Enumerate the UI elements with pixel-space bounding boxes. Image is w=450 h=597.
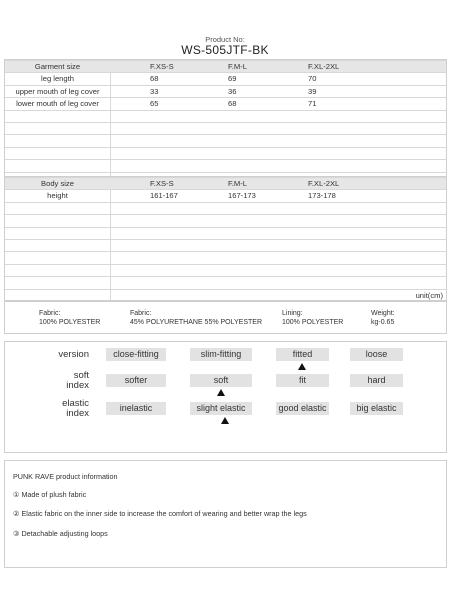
row-label: lower mouth of leg cover bbox=[16, 99, 99, 109]
table-cell: 70 bbox=[308, 74, 317, 84]
row-label: leg length bbox=[41, 74, 74, 84]
soft-label-line2: index bbox=[66, 379, 89, 391]
elastic-option: inelastic bbox=[106, 402, 166, 415]
fabric-value: 45% POLYURETHANE 55% POLYESTER bbox=[130, 318, 263, 326]
body-size-table bbox=[4, 176, 447, 302]
header-cell: F.M-L bbox=[228, 62, 247, 71]
empty-row bbox=[5, 147, 446, 159]
lining-label: Lining: bbox=[282, 310, 303, 317]
info-item: ② Elastic fabric on the inner side to increase the comfort of wearing and better wrap the legs bbox=[13, 509, 307, 518]
unit-label: unit(cm) bbox=[415, 290, 443, 300]
header-cell: F.XS-S bbox=[150, 62, 174, 71]
weight-value: kg-0.65 bbox=[371, 318, 395, 326]
fabric-info-box bbox=[4, 300, 447, 334]
table-header-row bbox=[5, 177, 446, 189]
elastic-index-label bbox=[29, 399, 89, 418]
table-cell: 68 bbox=[228, 99, 237, 109]
row-label: height bbox=[47, 191, 68, 201]
soft-option-selected: soft bbox=[190, 374, 252, 387]
table-header-row bbox=[5, 60, 446, 72]
product-header bbox=[0, 35, 450, 57]
lining-value: 100% POLYESTER bbox=[282, 318, 344, 326]
soft-option: hard bbox=[350, 374, 403, 387]
version-option: slim-fitting bbox=[190, 348, 252, 361]
fabric-label: Fabric: bbox=[130, 310, 152, 317]
empty-row bbox=[5, 202, 446, 214]
empty-row bbox=[5, 110, 446, 122]
selected-marker-icon bbox=[221, 417, 229, 424]
lining-item bbox=[282, 310, 343, 327]
info-title: PUNK RAVE product information bbox=[13, 472, 118, 481]
table-cell: 69 bbox=[228, 74, 237, 84]
header-cell: F.XS-S bbox=[150, 179, 174, 188]
table-cell: 39 bbox=[308, 86, 317, 96]
empty-row bbox=[5, 159, 446, 171]
table-cell: 65 bbox=[150, 99, 159, 109]
version-option: close-fitting bbox=[106, 348, 166, 361]
empty-row bbox=[5, 134, 446, 146]
soft-index-label bbox=[29, 371, 89, 390]
weight-item bbox=[371, 310, 395, 327]
elastic-option: good elastic bbox=[276, 402, 329, 415]
header-cell: Garment size bbox=[34, 62, 81, 71]
table-cell: 161-167 bbox=[150, 191, 178, 201]
table-cell: 173-178 bbox=[308, 191, 336, 201]
version-label: version bbox=[58, 349, 89, 360]
empty-row bbox=[5, 227, 446, 239]
garment-size-table bbox=[4, 59, 447, 185]
header-cell: F.M-L bbox=[228, 179, 247, 188]
header-cell: F.XL-2XL bbox=[308, 179, 340, 188]
elastic-label-line2: index bbox=[66, 407, 89, 419]
table-cell: 33 bbox=[150, 86, 159, 96]
product-number-label: Product No: bbox=[205, 35, 245, 44]
soft-option: softer bbox=[106, 374, 166, 387]
elastic-option: big elastic bbox=[350, 402, 403, 415]
elastic-label-line1: elastic bbox=[62, 398, 89, 409]
table-row bbox=[5, 72, 446, 84]
fabric-label: Fabric: bbox=[39, 310, 61, 317]
product-info-box bbox=[4, 460, 447, 568]
fabric-item bbox=[130, 310, 262, 327]
row-label: upper mouth of leg cover bbox=[15, 86, 100, 96]
empty-row bbox=[5, 251, 446, 263]
product-code: WS-505JTF-BK bbox=[181, 43, 269, 57]
empty-row bbox=[5, 214, 446, 226]
info-item: ① Made of plush fabric bbox=[13, 490, 87, 499]
soft-option: fit bbox=[276, 374, 329, 387]
weight-label: Weight: bbox=[371, 310, 395, 317]
soft-label-line1: soft bbox=[73, 370, 89, 381]
header-cell: F.XL-2XL bbox=[308, 62, 340, 71]
empty-row bbox=[5, 239, 446, 251]
table-cell: 167-173 bbox=[228, 191, 256, 201]
table-cell: 36 bbox=[228, 86, 237, 96]
version-option: loose bbox=[350, 348, 403, 361]
selected-marker-icon bbox=[217, 389, 225, 396]
elastic-option-selected: slight elastic bbox=[190, 402, 252, 415]
empty-row bbox=[5, 276, 446, 288]
empty-row bbox=[5, 264, 446, 276]
info-item: ③ Detachable adjusting loops bbox=[13, 529, 108, 538]
header-cell: Body size bbox=[41, 179, 74, 188]
fabric-item bbox=[39, 310, 100, 327]
table-row bbox=[5, 189, 446, 201]
table-cell: 71 bbox=[308, 99, 317, 109]
fabric-value: 100% POLYESTER bbox=[39, 318, 101, 326]
table-row bbox=[5, 85, 446, 97]
empty-row bbox=[5, 122, 446, 134]
table-cell: 68 bbox=[150, 74, 159, 84]
version-option-selected: fitted bbox=[276, 348, 329, 361]
fit-properties-box bbox=[4, 341, 447, 453]
selected-marker-icon bbox=[298, 363, 306, 370]
table-row bbox=[5, 97, 446, 109]
